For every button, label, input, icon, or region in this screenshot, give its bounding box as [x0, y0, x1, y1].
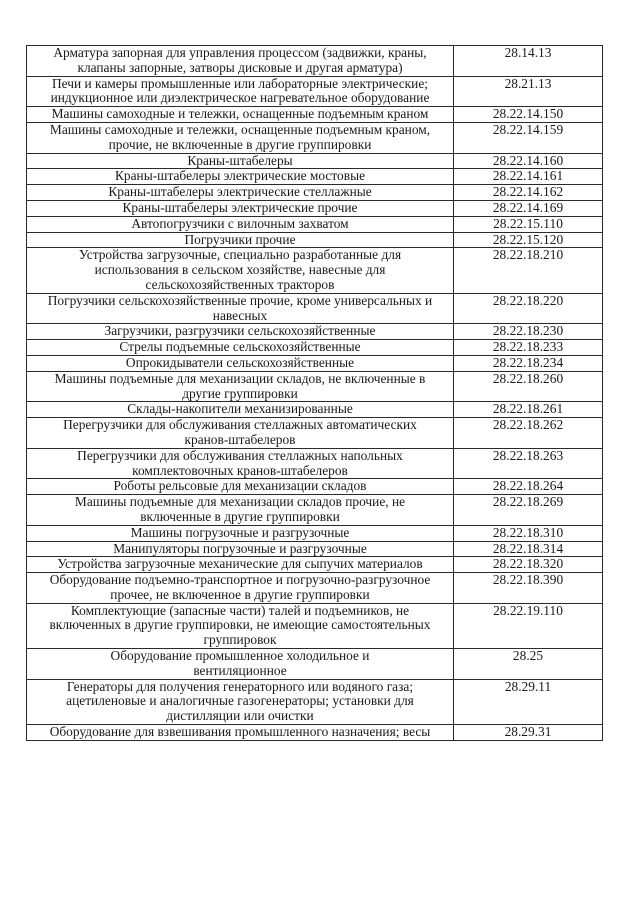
table-row — [27, 448, 603, 479]
table-row — [27, 679, 603, 724]
okpd-code-cell: 28.22.18.261 — [454, 402, 603, 418]
okpd-code-cell: 28.22.14.150 — [454, 107, 603, 123]
table-row — [27, 200, 603, 216]
item-name-cell — [27, 541, 454, 557]
okpd-code-cell: 28.22.14.160 — [454, 153, 603, 169]
code-table — [26, 45, 603, 741]
item-name-line: кранов-штабелеров — [184, 431, 296, 447]
okpd-code-cell: 28.22.18.310 — [454, 525, 603, 541]
table-row — [27, 525, 603, 541]
okpd-code-cell: 28.22.18.210 — [454, 248, 603, 293]
table-row — [27, 573, 603, 604]
item-name-cell — [27, 153, 454, 169]
item-name-cell — [27, 525, 454, 541]
item-name-cell — [27, 603, 454, 648]
table-row — [27, 557, 603, 573]
item-name-line: Машины погрузочные и разгрузочные — [130, 525, 350, 540]
item-name-line: группировок — [203, 632, 277, 648]
item-name-line: прочие, не включенные в другие группировки — [108, 136, 372, 152]
item-name-cell — [27, 185, 454, 201]
item-name-line: другие группировки — [182, 385, 298, 401]
item-name-line: Оборудование для взвешивания промышленного назначения; весы — [49, 724, 431, 740]
okpd-code-cell: 28.22.14.169 — [454, 200, 603, 216]
item-name-cell — [27, 402, 454, 418]
item-name-cell — [27, 232, 454, 248]
item-name-line: ацетиленовые и аналогичные газогенераторы; установки для — [66, 693, 414, 709]
item-name-line: Генераторы для получения генераторного или водяного газа; — [66, 679, 414, 694]
okpd-code-cell: 28.22.19.110 — [454, 603, 603, 648]
okpd-code-cell: 28.22.18.269 — [454, 495, 603, 526]
table-row — [27, 402, 603, 418]
table-row — [27, 153, 603, 169]
item-name-cell — [27, 479, 454, 495]
item-name-line: Машины подъемные для механизации складов, не включенные в — [54, 371, 426, 386]
item-name-line: Машины подъемные для механизации складов прочие, не — [74, 494, 406, 510]
table-row — [27, 479, 603, 495]
item-name-cell — [27, 324, 454, 340]
okpd-code-cell: 28.22.15.110 — [454, 216, 603, 232]
item-name-cell — [27, 649, 454, 680]
item-name-line: использования в сельском хозяйстве, навесные для — [94, 262, 386, 278]
okpd-code-cell: 28.22.18.263 — [454, 448, 603, 479]
table-row — [27, 185, 603, 201]
item-name-line: Комплектующие (запасные части) талей и подъемников, не — [70, 603, 410, 618]
okpd-code-cell: 28.22.18.233 — [454, 340, 603, 356]
item-name-cell — [27, 248, 454, 293]
item-name-line: индукционное или диэлектрическое нагревательное оборудование — [50, 90, 430, 106]
item-name-line: Машины самоходные и тележки, оснащенные подъемным краном, — [49, 122, 431, 137]
item-name-line: Опрокидыватели сельскохозяйственные — [125, 355, 355, 370]
okpd-code-cell: 28.22.18.220 — [454, 293, 603, 324]
item-name-line: включенные в другие группировки — [140, 508, 340, 524]
okpd-code-cell: 28.22.14.161 — [454, 169, 603, 185]
table-row — [27, 649, 603, 680]
table-row — [27, 340, 603, 356]
okpd-code-cell: 28.21.13 — [454, 76, 603, 107]
item-name-line: Роботы рельсовые для механизации складов — [113, 478, 367, 494]
table-row — [27, 324, 603, 340]
okpd-code-cell: 28.22.18.314 — [454, 541, 603, 557]
okpd-code-cell: 28.29.11 — [454, 679, 603, 724]
table-row — [27, 107, 603, 123]
table-row — [27, 495, 603, 526]
item-name-line: Погрузчики сельскохозяйственные прочие, кроме универсальных и — [47, 293, 433, 308]
item-name-line: Краны-штабелеры — [187, 153, 293, 168]
table-row — [27, 216, 603, 232]
table-row — [27, 541, 603, 557]
item-name-cell — [27, 371, 454, 402]
item-name-line: Машины самоходные и тележки, оснащенные подъемным краном — [51, 106, 429, 122]
table-row — [27, 603, 603, 648]
item-name-cell — [27, 418, 454, 449]
table-row — [27, 248, 603, 293]
item-name-line: Устройства загрузочные, специально разработанные для — [78, 247, 402, 263]
item-name-cell — [27, 679, 454, 724]
okpd-code-cell: 28.22.18.320 — [454, 557, 603, 573]
item-name-cell — [27, 495, 454, 526]
item-name-line: Оборудование промышленное холодильное и — [110, 648, 370, 664]
item-name-line: Перегрузчики для обслуживания стеллажных напольных — [77, 448, 403, 463]
item-name-line: прочее, не включенное в другие группировки — [110, 586, 370, 602]
table-row — [27, 76, 603, 107]
okpd-code-cell: 28.22.15.120 — [454, 232, 603, 248]
item-name-cell — [27, 76, 454, 107]
item-name-line: Печи и камеры промышленные или лабораторные электрические; — [51, 76, 428, 91]
table-body — [27, 46, 603, 741]
item-name-line: Краны-штабелеры электрические стеллажные — [108, 184, 372, 200]
item-name-line: Устройства загрузочные механические для сыпучих материалов — [57, 556, 423, 572]
item-name-cell — [27, 107, 454, 123]
okpd-code-cell: 28.14.13 — [454, 46, 603, 77]
item-name-cell — [27, 355, 454, 371]
item-name-line: Загрузчики, разгрузчики сельскохозяйственные — [104, 323, 376, 339]
table-row — [27, 293, 603, 324]
item-name-line: Манипуляторы погрузочные и разгрузочные — [113, 541, 367, 556]
item-name-cell — [27, 448, 454, 479]
table-row — [27, 232, 603, 248]
table-row — [27, 418, 603, 449]
item-name-line: дистилляции или очистки — [166, 708, 314, 724]
item-name-cell — [27, 200, 454, 216]
item-name-line: Краны-штабелеры электрические прочие — [122, 200, 358, 215]
okpd-code-cell: 28.22.14.159 — [454, 122, 603, 153]
table-row — [27, 725, 603, 741]
item-name-line: клапаны запорные, затворы дисковые и другая арматура) — [77, 59, 403, 75]
item-name-cell — [27, 216, 454, 232]
item-name-line: Стрелы подъемные сельскохозяйственные — [119, 339, 361, 355]
item-name-cell — [27, 557, 454, 573]
item-name-line: Оборудование подъемно-транспортное и погрузочно-разгрузочное — [49, 572, 431, 588]
okpd-code-cell: 28.29.31 — [454, 725, 603, 741]
item-name-cell — [27, 293, 454, 324]
item-name-line: включенных в другие группировки, не имеющие самостоятельных — [49, 617, 431, 633]
item-name-cell — [27, 573, 454, 604]
table-row — [27, 355, 603, 371]
item-name-line: Погрузчики прочие — [184, 232, 296, 247]
okpd-code-cell: 28.22.18.234 — [454, 355, 603, 371]
item-name-line: комплектовочных кранов-штабелеров — [132, 462, 348, 478]
item-name-line: Арматура запорная для управления процессом (задвижки, краны, — [53, 45, 427, 60]
okpd-code-cell: 28.22.18.262 — [454, 418, 603, 449]
item-name-cell — [27, 122, 454, 153]
item-name-line: сельскохозяйственных тракторов — [145, 276, 335, 292]
item-name-line: Перегрузчики для обслуживания стеллажных автоматических — [63, 417, 417, 433]
okpd-code-cell: 28.22.18.230 — [454, 324, 603, 340]
item-name-cell — [27, 46, 454, 77]
item-name-line: вентиляционное — [193, 662, 287, 678]
item-name-line: навесных — [212, 307, 268, 323]
table-row — [27, 371, 603, 402]
okpd-code-cell: 28.25 — [454, 649, 603, 680]
table-row — [27, 169, 603, 185]
okpd-code-cell: 28.22.18.390 — [454, 573, 603, 604]
item-name-line: Краны-штабелеры электрические мостовые — [114, 168, 366, 184]
okpd-code-cell: 28.22.18.260 — [454, 371, 603, 402]
item-name-cell — [27, 340, 454, 356]
item-name-line: Склады-накопители механизированные — [127, 401, 353, 417]
item-name-cell — [27, 169, 454, 185]
table-row — [27, 122, 603, 153]
okpd-code-cell: 28.22.18.264 — [454, 479, 603, 495]
item-name-cell — [27, 725, 454, 741]
okpd-code-cell: 28.22.14.162 — [454, 185, 603, 201]
item-name-line: Автопогрузчики с вилочным захватом — [131, 216, 349, 231]
table-row — [27, 46, 603, 77]
